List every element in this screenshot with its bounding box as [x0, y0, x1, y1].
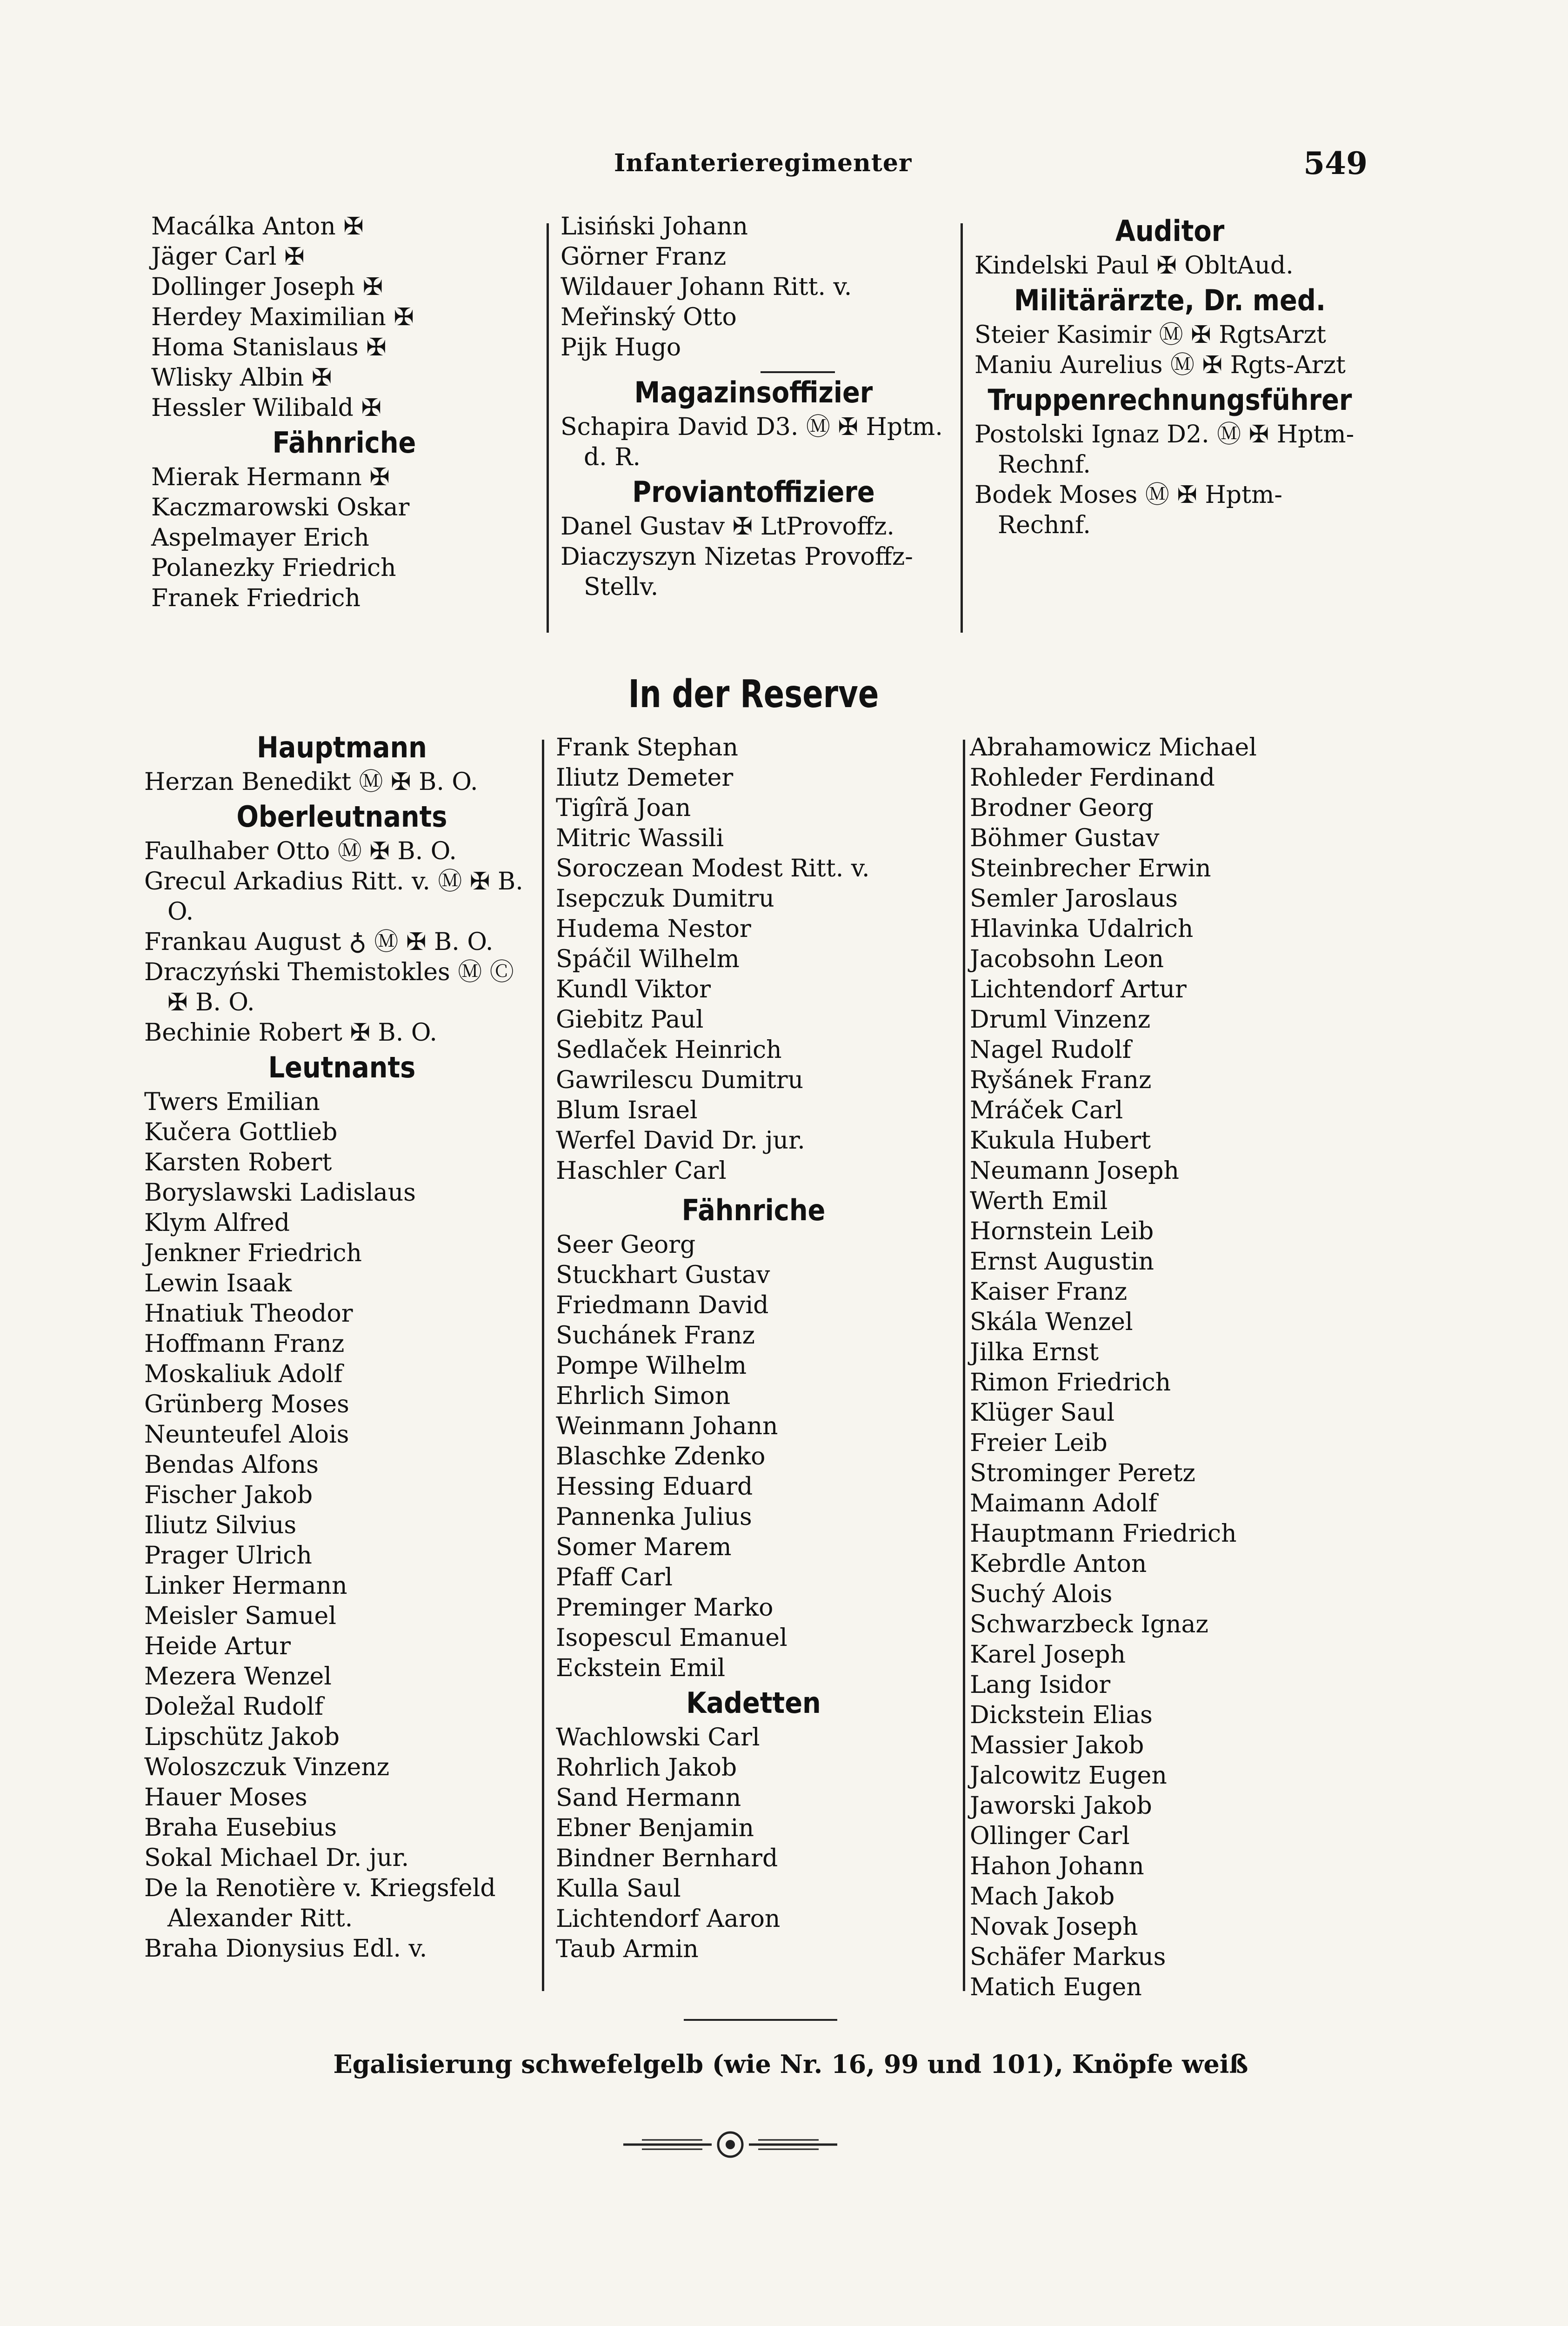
- faehnriche-list: [556, 1230, 951, 1684]
- list-item: Kukula Hubert: [970, 1127, 1151, 1155]
- list-item: Hessing Eduard: [556, 1473, 753, 1501]
- list-item: Meřinský Otto: [560, 303, 737, 331]
- list-item: Linker Hermann: [144, 1572, 347, 1600]
- proviant-list: [560, 512, 947, 602]
- list-item: Böhmer Gustav: [970, 824, 1160, 852]
- list-item: Rohleder Ferdinand: [970, 764, 1215, 792]
- list-item: Blum Israel: [556, 1096, 698, 1124]
- list-item: Druml Vinzenz: [970, 1006, 1151, 1034]
- list-item: Lang Isidor: [970, 1671, 1111, 1699]
- top-middle-column: [560, 212, 947, 602]
- list-item: Brodner Georg: [970, 794, 1154, 822]
- list-item: Mierak Hermann ✠: [151, 463, 390, 491]
- list-item: Faulhaber Otto Ⓜ ✠ B. O.: [144, 837, 457, 865]
- list-item: Jilka Ernst: [970, 1338, 1099, 1366]
- list-item: Heide Artur: [144, 1632, 291, 1660]
- list-item: Matich Eugen: [970, 1973, 1142, 2001]
- list-item: Grecul Arkadius Ritt. v. Ⓜ ✠ B. O.: [144, 868, 523, 926]
- list-item: Twers Emilian: [144, 1088, 320, 1116]
- list-item: Kebrdle Anton: [970, 1550, 1147, 1578]
- list-item: Haschler Carl: [556, 1157, 727, 1185]
- proviant-heading: Proviantoffiziere: [632, 475, 875, 509]
- page-number: 549: [1303, 145, 1368, 181]
- list-item: Grünberg Moses: [144, 1390, 349, 1418]
- egalisierung-note: Egalisierung schwefelgelb (wie Nr. 16, 99 und 101), Knöpfe weiß: [333, 2049, 1248, 2079]
- list-item: Werfel David Dr. jur.: [556, 1127, 805, 1155]
- list-item: Hauptmann Friedrich: [970, 1520, 1237, 1548]
- list-item: Hauer Moses: [144, 1784, 307, 1811]
- list-item: Klüger Saul: [970, 1399, 1115, 1427]
- list-item: Kundl Viktor: [556, 976, 711, 1003]
- reserve-left-column: [144, 728, 540, 1964]
- list-item: Schäfer Markus: [970, 1943, 1166, 1971]
- list-item: Rohrlich Jakob: [556, 1754, 737, 1782]
- list-item: Pompe Wilhelm: [556, 1352, 747, 1380]
- list-item: Sedlaček Heinrich: [556, 1036, 782, 1064]
- running-title: Infanterieregimenter: [614, 149, 912, 177]
- list-item: Semler Jaroslaus: [970, 885, 1178, 913]
- list-item: Jacobsohn Leon: [970, 945, 1164, 973]
- page-header: [0, 145, 1568, 191]
- list-item: Wachlowski Carl: [556, 1724, 760, 1751]
- list-item: Moskaliuk Adolf: [144, 1360, 343, 1388]
- list-item: Wildauer Johann Ritt. v.: [560, 273, 852, 301]
- list-item: Abrahamowicz Michael: [970, 734, 1257, 762]
- list-item: Bodek Moses Ⓜ ✠ Hptm-Rechnf.: [974, 481, 1282, 539]
- reserve-middle-column: [556, 733, 951, 1965]
- list-item: Nagel Rudolf: [970, 1036, 1131, 1064]
- list-item: Hornstein Leib: [970, 1217, 1154, 1245]
- active-list: [151, 212, 537, 423]
- list-item: Lewin Isaak: [144, 1270, 292, 1297]
- list-item: Ollinger Carl: [970, 1822, 1130, 1850]
- list-item: Aspelmayer Erich: [151, 524, 369, 552]
- list-item: Isepczuk Dumitru: [556, 885, 774, 913]
- list-item: Frankau August ♁ Ⓜ ✠ B. O.: [144, 928, 494, 956]
- list-item: Homa Stanislaus ✠: [151, 334, 387, 361]
- footer-divider: [684, 2019, 837, 2021]
- kadetten-heading: Kadetten: [686, 1686, 821, 1720]
- list-item: Frank Stephan: [556, 734, 739, 762]
- list-item: Iliutz Demeter: [556, 764, 734, 792]
- auditor-list: [974, 251, 1365, 281]
- column-divider: [963, 740, 965, 1991]
- reserve-list: [970, 733, 1370, 2003]
- list-item: Mach Jakob: [970, 1883, 1115, 1911]
- list-item: Pfaff Carl: [556, 1564, 673, 1591]
- list-item: Rimon Friedrich: [970, 1369, 1171, 1397]
- list-item: Polanezky Friedrich: [151, 554, 396, 582]
- list-item: Soroczean Modest Ritt. v.: [556, 855, 870, 882]
- list-item: Lipschütz Jakob: [144, 1723, 340, 1751]
- list-item: Kaiser Franz: [970, 1278, 1128, 1306]
- list-item: Friedmann David: [556, 1291, 769, 1319]
- list-item: Giebitz Paul: [556, 1006, 704, 1034]
- list-item: Fischer Jakob: [144, 1481, 313, 1509]
- list-item: Braha Dionysius Edl. v.: [144, 1935, 427, 1963]
- list-item: Eckstein Emil: [556, 1654, 726, 1682]
- auditor-heading: Auditor: [1115, 214, 1225, 248]
- aerzte-heading: Militärärzte, Dr. med.: [1014, 283, 1326, 317]
- list-item: Freier Leib: [970, 1429, 1108, 1457]
- kadetten-list: [556, 1723, 951, 1965]
- rechnung-heading: Truppenrechnungsführer: [988, 383, 1352, 417]
- list-item: Massier Jakob: [970, 1731, 1144, 1759]
- list-item: Weinmann Johann: [556, 1412, 778, 1440]
- ornament-icon: [623, 2128, 837, 2161]
- list-item: Kaczmarowski Oskar: [151, 494, 410, 521]
- list-item: Herzan Benedikt Ⓜ ✠ B. O.: [144, 768, 478, 796]
- list-item: Bindner Bernhard: [556, 1845, 778, 1872]
- list-item: Seer Georg: [556, 1231, 696, 1259]
- list-item: Skála Wenzel: [970, 1308, 1133, 1336]
- hauptmann-list: [144, 767, 540, 797]
- list-item: Hudema Nestor: [556, 915, 751, 943]
- list-item: Kindelski Paul ✠ ObltAud.: [974, 252, 1294, 280]
- list-item: Doležal Rudolf: [144, 1693, 324, 1721]
- list-item: Maimann Adolf: [970, 1490, 1157, 1517]
- faehnriche-heading: Fähnriche: [681, 1193, 826, 1227]
- list-item: Lichtendorf Artur: [970, 976, 1187, 1003]
- list-item: Danel Gustav ✠ LtProvoffz.: [560, 513, 894, 541]
- list-item: Neunteufel Alois: [144, 1421, 349, 1449]
- list-item: Woloszczuk Vinzenz: [144, 1753, 390, 1781]
- hauptmann-heading: Hauptmann: [257, 730, 427, 764]
- list-item: Steinbrecher Erwin: [970, 855, 1211, 882]
- list-item: Ebner Benjamin: [556, 1814, 754, 1842]
- list-item: Schapira David D3. Ⓜ ✠ Hptm. d. R.: [560, 413, 943, 471]
- list-item: Kulla Saul: [556, 1875, 681, 1903]
- leutnants-heading: Leutnants: [268, 1050, 416, 1084]
- oberleutnants-list: [144, 836, 540, 1048]
- list-item: Spáčil Wilhelm: [556, 945, 740, 973]
- faehnriche-list: [151, 462, 537, 614]
- list-item: Diaczyszyn Nizetas Provoffz-Stellv.: [560, 543, 913, 601]
- list-item: Karel Joseph: [970, 1641, 1126, 1669]
- list-item: Pijk Hugo: [560, 334, 681, 361]
- column-divider: [961, 223, 963, 633]
- list-item: Suchý Alois: [970, 1580, 1113, 1608]
- list-item: Steier Kasimir Ⓜ ✠ RgtsArzt: [974, 321, 1326, 349]
- list-item: Boryslawski Ladislaus: [144, 1179, 416, 1207]
- list-item: Werth Emil: [970, 1187, 1108, 1215]
- active-list: [560, 212, 947, 363]
- list-item: Taub Armin: [556, 1935, 699, 1963]
- list-item: Lichtendorf Aaron: [556, 1905, 781, 1933]
- list-item: Jaworski Jakob: [970, 1792, 1152, 1820]
- list-item: Prager Ulrich: [144, 1542, 312, 1570]
- list-item: Isopescul Emanuel: [556, 1624, 787, 1652]
- list-item: Maniu Aurelius Ⓜ ✠ Rgts-Arzt: [974, 351, 1346, 379]
- magazin-list: [560, 412, 947, 473]
- list-item: Gawrilescu Dumitru: [556, 1066, 804, 1094]
- list-item: Macálka Anton ✠: [151, 213, 364, 241]
- list-item: Karsten Robert: [144, 1149, 332, 1176]
- list-item: Klym Alfred: [144, 1209, 290, 1237]
- list-item: Preminger Marko: [556, 1594, 774, 1622]
- list-item: Lisiński Johann: [560, 213, 748, 241]
- list-item: Dickstein Elias: [970, 1701, 1153, 1729]
- column-divider: [542, 740, 544, 1991]
- list-item: Schwarzbeck Ignaz: [970, 1611, 1208, 1638]
- list-item: Meisler Samuel: [144, 1602, 336, 1630]
- leutnants-list: [144, 1087, 540, 1964]
- list-item: Hlavinka Udalrich: [970, 915, 1194, 943]
- list-item: Mitric Wassili: [556, 824, 724, 852]
- list-item: Draczyński Themistokles Ⓜ Ⓒ ✠ B. O.: [144, 958, 514, 1016]
- list-item: Kučera Gottlieb: [144, 1118, 338, 1146]
- list-item: Franek Friedrich: [151, 584, 360, 612]
- list-item: Novak Joseph: [970, 1913, 1138, 1941]
- list-item: Ryšánek Franz: [970, 1066, 1152, 1094]
- list-item: Hessler Wilibald ✠: [151, 394, 382, 422]
- list-item: Herdey Maximilian ✠: [151, 303, 414, 331]
- list-item: Blaschke Zdenko: [556, 1443, 766, 1470]
- list-item: De la Renotière v. Kriegsfeld Alexander Ritt.: [144, 1874, 496, 1932]
- list-item: Bendas Alfons: [144, 1451, 319, 1479]
- list-item: Braha Eusebius: [144, 1814, 337, 1842]
- list-item: Iliutz Silvius: [144, 1511, 297, 1539]
- aerzte-list: [974, 320, 1365, 381]
- list-item: Pannenka Julius: [556, 1503, 752, 1531]
- list-item: Görner Franz: [560, 243, 727, 271]
- list-item: Bechinie Robert ✠ B. O.: [144, 1019, 437, 1047]
- list-item: Sand Hermann: [556, 1784, 741, 1812]
- reserve-heading: In der Reserve: [628, 672, 879, 716]
- short-divider: [761, 371, 835, 373]
- column-divider: [547, 223, 549, 633]
- list-item: Neumann Joseph: [970, 1157, 1179, 1185]
- list-item: Mezera Wenzel: [144, 1663, 332, 1691]
- list-item: Jenkner Friedrich: [144, 1239, 362, 1267]
- list-item: Ernst Augustin: [970, 1248, 1154, 1276]
- list-item: Tigîră Joan: [556, 794, 691, 822]
- list-item: Jalcowitz Eugen: [970, 1762, 1167, 1790]
- list-item: Sokal Michael Dr. jur.: [144, 1844, 409, 1872]
- reserve-right-column: [970, 733, 1370, 2003]
- faehnriche-heading: Fähnriche: [272, 426, 416, 460]
- list-item: Hahon Johann: [970, 1852, 1144, 1880]
- rechnung-list: [974, 420, 1365, 541]
- top-right-column: [974, 212, 1365, 541]
- list-item: Wlisky Albin ✠: [151, 364, 332, 392]
- list-item: Mráček Carl: [970, 1096, 1123, 1124]
- list-item: Hnatiuk Theodor: [144, 1300, 353, 1328]
- oberleutnants-heading: Oberleutnants: [236, 800, 447, 834]
- list-item: Postolski Ignaz D2. Ⓜ ✠ Hptm-Rechnf.: [974, 421, 1354, 479]
- reserve-list: [556, 733, 951, 1186]
- list-item: Stuckhart Gustav: [556, 1261, 770, 1289]
- list-item: Dollinger Joseph ✠: [151, 273, 383, 301]
- list-item: Jäger Carl ✠: [151, 243, 305, 271]
- list-item: Somer Marem: [556, 1533, 732, 1561]
- top-left-column: [151, 212, 537, 614]
- magazin-heading: Magazinsoffizier: [634, 375, 873, 409]
- list-item: Ehrlich Simon: [556, 1382, 731, 1410]
- list-item: Strominger Peretz: [970, 1459, 1195, 1487]
- list-item: Hoffmann Franz: [144, 1330, 345, 1358]
- list-item: Suchánek Franz: [556, 1322, 755, 1350]
